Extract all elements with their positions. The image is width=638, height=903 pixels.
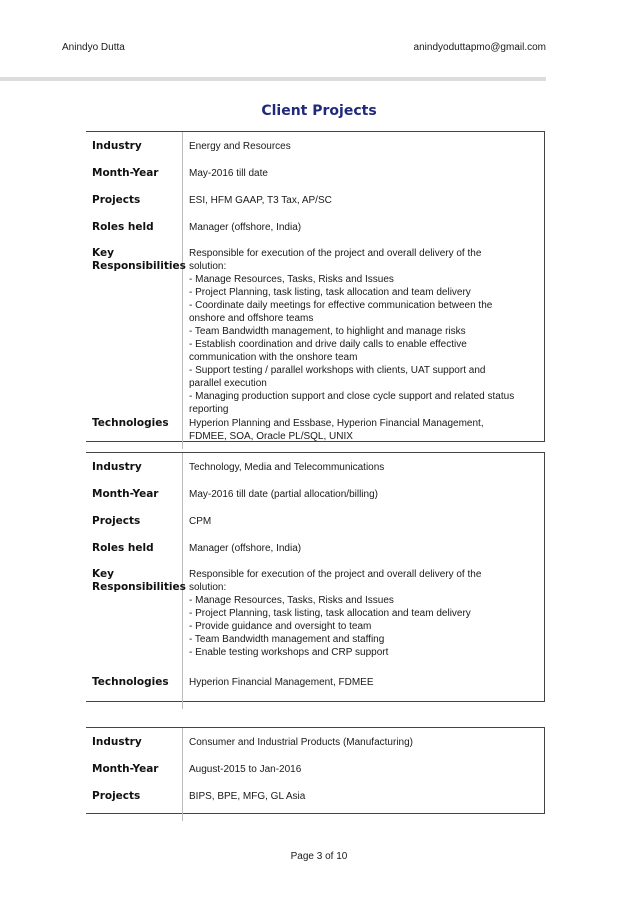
month-year-label: Month-Year [92, 167, 159, 179]
page-title: Client Projects [261, 103, 377, 119]
technologies-value: Hyperion Financial Management, FDMEE [189, 677, 374, 688]
project-card-1 [86, 131, 545, 442]
responsibilities-value: Responsible for execution of the project and overall delivery of the solution: - Manage Resources, Tasks, Risks and Issues - Project Planning, task listing, task allocation and team delivery - Provide guidance and oversight to team - Team Bandwidth management and staffing - Enable testing workshops and CRP support [189, 569, 482, 658]
industry-value: Consumer and Industrial Products (Manufacturing) [189, 737, 413, 748]
header-email: anindyoduttapmo@gmail.com [413, 42, 546, 53]
project-card-2 [86, 452, 545, 702]
column-divider [182, 132, 183, 449]
roles-value: Manager (offshore, India) [189, 543, 302, 554]
header-divider [0, 77, 546, 81]
month-year-label: Month-Year [92, 763, 159, 775]
project-card-3 [86, 727, 545, 814]
responsibilities-value: Responsible for execution of the project and overall delivery of the solution: - Manage Resources, Tasks, Risks and Issues - Project Planning, task listing, task allocation and team delivery - Coordinate daily meetings for effective communication between the onshore and offshore teams - Team Bandwidth management, to highlight and manage risks - Establish coordination and drive daily calls to enable effective communication with the onshore team - Support testing / parallel workshops with clients, UAT support and parallel execution - Managing production support and close cycle support and related status reporting [189, 248, 515, 415]
month-year-value: May-2016 till date (partial allocation/billing) [189, 489, 378, 500]
page-number: Page 3 of 10 [290, 851, 348, 862]
month-year-label: Month-Year [92, 488, 159, 500]
industry-value: Technology, Media and Telecommunications [189, 462, 385, 473]
roles-label: Roles held [92, 221, 154, 233]
roles-label: Roles held [92, 542, 154, 554]
projects-label: Projects [92, 515, 141, 527]
column-divider [182, 728, 183, 821]
roles-value: Manager (offshore, India) [189, 222, 302, 233]
technologies-label: Technologies [92, 676, 169, 688]
header-author: Anindyo Dutta [62, 42, 125, 53]
industry-label: Industry [92, 461, 142, 473]
projects-value: BIPS, BPE, MFG, GL Asia [189, 791, 306, 802]
industry-label: Industry [92, 140, 142, 152]
industry-label: Industry [92, 736, 142, 748]
responsibilities-label: Key Responsibilities [92, 568, 186, 593]
responsibilities-label: Key Responsibilities [92, 247, 186, 272]
projects-value: ESI, HFM GAAP, T3 Tax, AP/SC [189, 195, 332, 206]
technologies-value: Hyperion Planning and Essbase, Hyperion Financial Management, FDMEE, SOA, Oracle PL/SQL, UNIX [189, 418, 484, 442]
technologies-label: Technologies [92, 417, 169, 429]
month-year-value: May-2016 till date [189, 168, 268, 179]
industry-value: Energy and Resources [189, 141, 291, 152]
projects-label: Projects [92, 790, 141, 802]
month-year-value: August-2015 to Jan-2016 [189, 764, 302, 775]
projects-label: Projects [92, 194, 141, 206]
projects-value: CPM [189, 516, 212, 527]
